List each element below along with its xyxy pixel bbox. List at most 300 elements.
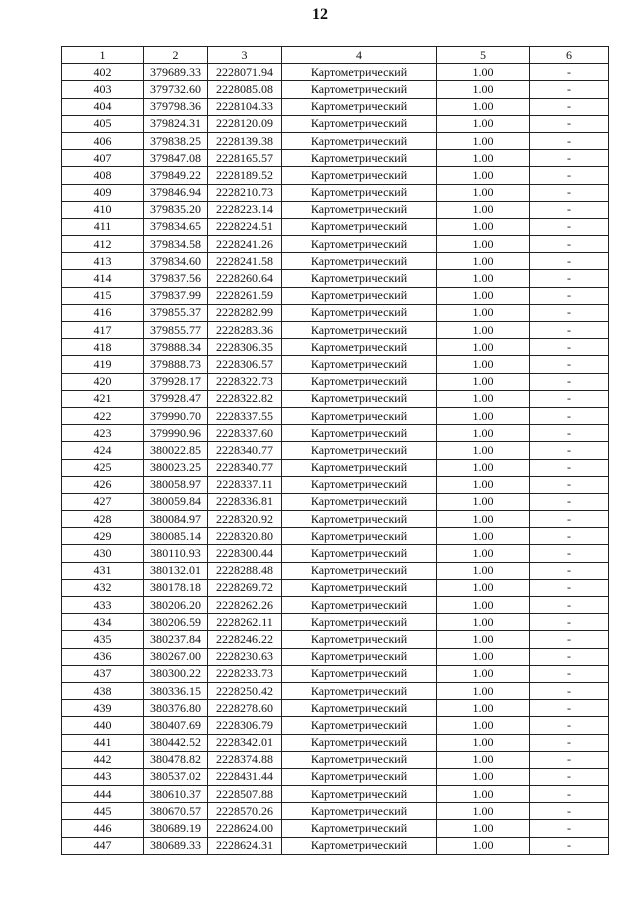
point-number-cell: 404 — [62, 98, 144, 115]
x-coordinate-cell: 380178.18 — [144, 579, 208, 596]
point-number-cell: 409 — [62, 184, 144, 201]
point-number-cell: 415 — [62, 287, 144, 304]
table-row — [62, 322, 609, 339]
note-cell: - — [530, 425, 609, 442]
table-row — [62, 407, 609, 424]
x-coordinate-cell: 380670.57 — [144, 803, 208, 820]
note-cell: - — [530, 493, 609, 510]
accuracy-cell: 1.00 — [437, 356, 530, 373]
x-coordinate-cell: 379846.94 — [144, 184, 208, 201]
accuracy-cell: 1.00 — [437, 253, 530, 270]
note-cell: - — [530, 734, 609, 751]
point-number-cell: 407 — [62, 150, 144, 167]
table-row — [62, 459, 609, 476]
y-coordinate-cell: 2228624.00 — [208, 820, 282, 837]
y-coordinate-cell: 2228570.26 — [208, 803, 282, 820]
y-coordinate-cell: 2228306.35 — [208, 339, 282, 356]
point-number-cell: 434 — [62, 614, 144, 631]
note-cell: - — [530, 132, 609, 149]
method-cell: Картометрический — [282, 425, 437, 442]
y-coordinate-cell: 2228085.08 — [208, 81, 282, 98]
x-coordinate-cell: 380084.97 — [144, 511, 208, 528]
method-cell: Картометрический — [282, 287, 437, 304]
x-coordinate-cell: 379834.60 — [144, 253, 208, 270]
note-cell: - — [530, 201, 609, 218]
note-cell: - — [530, 390, 609, 407]
accuracy-cell: 1.00 — [437, 648, 530, 665]
method-cell: Картометрический — [282, 682, 437, 699]
x-coordinate-cell: 380022.85 — [144, 442, 208, 459]
method-cell: Картометрический — [282, 150, 437, 167]
method-cell: Картометрический — [282, 820, 437, 837]
note-cell: - — [530, 528, 609, 545]
point-number-cell: 440 — [62, 717, 144, 734]
point-number-cell: 431 — [62, 562, 144, 579]
table-row — [62, 579, 609, 596]
y-coordinate-cell: 2228337.55 — [208, 407, 282, 424]
note-cell: - — [530, 545, 609, 562]
y-coordinate-cell: 2228241.26 — [208, 236, 282, 253]
table-row — [62, 682, 609, 699]
y-coordinate-cell: 2228250.42 — [208, 682, 282, 699]
table-row — [62, 665, 609, 682]
y-coordinate-cell: 2228230.63 — [208, 648, 282, 665]
point-number-cell: 446 — [62, 820, 144, 837]
x-coordinate-cell: 379855.37 — [144, 304, 208, 321]
accuracy-cell: 1.00 — [437, 150, 530, 167]
method-cell: Картометрический — [282, 493, 437, 510]
y-coordinate-cell: 2228282.99 — [208, 304, 282, 321]
point-number-cell: 414 — [62, 270, 144, 287]
table-row — [62, 493, 609, 510]
point-number-cell: 433 — [62, 597, 144, 614]
method-cell: Картометрический — [282, 562, 437, 579]
note-cell: - — [530, 768, 609, 785]
note-cell: - — [530, 682, 609, 699]
point-number-cell: 424 — [62, 442, 144, 459]
table-row — [62, 786, 609, 803]
column-header-1: 1 — [62, 47, 144, 64]
point-number-cell: 410 — [62, 201, 144, 218]
note-cell: - — [530, 150, 609, 167]
note-cell: - — [530, 837, 609, 854]
x-coordinate-cell: 380206.59 — [144, 614, 208, 631]
y-coordinate-cell: 2228322.73 — [208, 373, 282, 390]
x-coordinate-cell: 380478.82 — [144, 751, 208, 768]
y-coordinate-cell: 2228320.92 — [208, 511, 282, 528]
point-number-cell: 447 — [62, 837, 144, 854]
x-coordinate-cell: 380689.33 — [144, 837, 208, 854]
method-cell: Картометрический — [282, 184, 437, 201]
x-coordinate-cell: 380023.25 — [144, 459, 208, 476]
x-coordinate-cell: 379824.31 — [144, 115, 208, 132]
y-coordinate-cell: 2228283.36 — [208, 322, 282, 339]
y-coordinate-cell: 2228260.64 — [208, 270, 282, 287]
accuracy-cell: 1.00 — [437, 270, 530, 287]
method-cell: Картометрический — [282, 751, 437, 768]
y-coordinate-cell: 2228306.57 — [208, 356, 282, 373]
table-row — [62, 545, 609, 562]
accuracy-cell: 1.00 — [437, 64, 530, 81]
accuracy-cell: 1.00 — [437, 751, 530, 768]
method-cell: Картометрический — [282, 64, 437, 81]
note-cell: - — [530, 786, 609, 803]
y-coordinate-cell: 2228624.31 — [208, 837, 282, 854]
note-cell: - — [530, 442, 609, 459]
point-number-cell: 437 — [62, 665, 144, 682]
table-body — [62, 64, 609, 855]
table-row — [62, 648, 609, 665]
table-row — [62, 562, 609, 579]
y-coordinate-cell: 2228342.01 — [208, 734, 282, 751]
note-cell: - — [530, 631, 609, 648]
method-cell: Картометрический — [282, 511, 437, 528]
table-row — [62, 218, 609, 235]
note-cell: - — [530, 700, 609, 717]
y-coordinate-cell: 2228278.60 — [208, 700, 282, 717]
method-cell: Картометрический — [282, 597, 437, 614]
accuracy-cell: 1.00 — [437, 682, 530, 699]
x-coordinate-cell: 380336.15 — [144, 682, 208, 699]
x-coordinate-cell: 379849.22 — [144, 167, 208, 184]
point-number-cell: 425 — [62, 459, 144, 476]
table-row — [62, 476, 609, 493]
y-coordinate-cell: 2228507.88 — [208, 786, 282, 803]
accuracy-cell: 1.00 — [437, 459, 530, 476]
table-row — [62, 751, 609, 768]
point-number-cell: 412 — [62, 236, 144, 253]
y-coordinate-cell: 2228241.58 — [208, 253, 282, 270]
note-cell: - — [530, 98, 609, 115]
point-number-cell: 418 — [62, 339, 144, 356]
point-number-cell: 419 — [62, 356, 144, 373]
table-row — [62, 132, 609, 149]
y-coordinate-cell: 2228261.59 — [208, 287, 282, 304]
table-row — [62, 98, 609, 115]
accuracy-cell: 1.00 — [437, 390, 530, 407]
accuracy-cell: 1.00 — [437, 665, 530, 682]
method-cell: Картометрический — [282, 339, 437, 356]
method-cell: Картометрический — [282, 459, 437, 476]
note-cell: - — [530, 803, 609, 820]
point-number-cell: 432 — [62, 579, 144, 596]
accuracy-cell: 1.00 — [437, 579, 530, 596]
table-row — [62, 304, 609, 321]
table-row — [62, 373, 609, 390]
note-cell: - — [530, 476, 609, 493]
x-coordinate-cell: 380407.69 — [144, 717, 208, 734]
note-cell: - — [530, 270, 609, 287]
accuracy-cell: 1.00 — [437, 803, 530, 820]
accuracy-cell: 1.00 — [437, 631, 530, 648]
table-row — [62, 270, 609, 287]
y-coordinate-cell: 2228269.72 — [208, 579, 282, 596]
x-coordinate-cell: 380110.93 — [144, 545, 208, 562]
point-number-cell: 417 — [62, 322, 144, 339]
point-number-cell: 430 — [62, 545, 144, 562]
table-row — [62, 253, 609, 270]
x-coordinate-cell: 379834.58 — [144, 236, 208, 253]
point-number-cell: 442 — [62, 751, 144, 768]
x-coordinate-cell: 380206.20 — [144, 597, 208, 614]
table-row — [62, 614, 609, 631]
accuracy-cell: 1.00 — [437, 837, 530, 854]
table-row — [62, 236, 609, 253]
accuracy-cell: 1.00 — [437, 115, 530, 132]
method-cell: Картометрический — [282, 648, 437, 665]
note-cell: - — [530, 373, 609, 390]
point-number-cell: 439 — [62, 700, 144, 717]
x-coordinate-cell: 380058.97 — [144, 476, 208, 493]
note-cell: - — [530, 322, 609, 339]
table-row — [62, 597, 609, 614]
y-coordinate-cell: 2228210.73 — [208, 184, 282, 201]
method-cell: Картометрический — [282, 717, 437, 734]
point-number-cell: 426 — [62, 476, 144, 493]
accuracy-cell: 1.00 — [437, 425, 530, 442]
table-row — [62, 390, 609, 407]
method-cell: Картометрический — [282, 356, 437, 373]
note-cell: - — [530, 64, 609, 81]
x-coordinate-cell: 379732.60 — [144, 81, 208, 98]
y-coordinate-cell: 2228336.81 — [208, 493, 282, 510]
table-row — [62, 442, 609, 459]
method-cell: Картометрический — [282, 373, 437, 390]
note-cell: - — [530, 648, 609, 665]
method-cell: Картометрический — [282, 837, 437, 854]
point-number-cell: 411 — [62, 218, 144, 235]
point-number-cell: 416 — [62, 304, 144, 321]
accuracy-cell: 1.00 — [437, 768, 530, 785]
point-number-cell: 406 — [62, 132, 144, 149]
accuracy-cell: 1.00 — [437, 287, 530, 304]
y-coordinate-cell: 2228246.22 — [208, 631, 282, 648]
table-row — [62, 201, 609, 218]
note-cell: - — [530, 81, 609, 98]
note-cell: - — [530, 253, 609, 270]
accuracy-cell: 1.00 — [437, 184, 530, 201]
method-cell: Картометрический — [282, 253, 437, 270]
method-cell: Картометрический — [282, 614, 437, 631]
method-cell: Картометрический — [282, 786, 437, 803]
y-coordinate-cell: 2228189.52 — [208, 167, 282, 184]
x-coordinate-cell: 380376.80 — [144, 700, 208, 717]
method-cell: Картометрический — [282, 631, 437, 648]
point-number-cell: 422 — [62, 407, 144, 424]
column-header-2: 2 — [144, 47, 208, 64]
table-row — [62, 339, 609, 356]
method-cell: Картометрический — [282, 579, 437, 596]
table-row — [62, 528, 609, 545]
method-cell: Картометрический — [282, 803, 437, 820]
note-cell: - — [530, 356, 609, 373]
accuracy-cell: 1.00 — [437, 81, 530, 98]
point-number-cell: 408 — [62, 167, 144, 184]
y-coordinate-cell: 2228340.77 — [208, 442, 282, 459]
x-coordinate-cell: 379888.73 — [144, 356, 208, 373]
y-coordinate-cell: 2228337.60 — [208, 425, 282, 442]
accuracy-cell: 1.00 — [437, 322, 530, 339]
method-cell: Картометрический — [282, 442, 437, 459]
column-header-4: 4 — [282, 47, 437, 64]
header-row — [62, 47, 609, 64]
point-number-cell: 420 — [62, 373, 144, 390]
accuracy-cell: 1.00 — [437, 545, 530, 562]
y-coordinate-cell: 2228337.11 — [208, 476, 282, 493]
table-row — [62, 837, 609, 854]
table-header — [62, 47, 609, 64]
x-coordinate-cell: 379835.20 — [144, 201, 208, 218]
point-number-cell: 438 — [62, 682, 144, 699]
accuracy-cell: 1.00 — [437, 218, 530, 235]
note-cell: - — [530, 717, 609, 734]
y-coordinate-cell: 2228288.48 — [208, 562, 282, 579]
note-cell: - — [530, 218, 609, 235]
method-cell: Картометрический — [282, 545, 437, 562]
accuracy-cell: 1.00 — [437, 167, 530, 184]
x-coordinate-cell: 380300.22 — [144, 665, 208, 682]
y-coordinate-cell: 2228322.82 — [208, 390, 282, 407]
x-coordinate-cell: 380537.02 — [144, 768, 208, 785]
point-number-cell: 405 — [62, 115, 144, 132]
accuracy-cell: 1.00 — [437, 407, 530, 424]
point-number-cell: 421 — [62, 390, 144, 407]
y-coordinate-cell: 2228104.33 — [208, 98, 282, 115]
accuracy-cell: 1.00 — [437, 98, 530, 115]
y-coordinate-cell: 2228223.14 — [208, 201, 282, 218]
note-cell: - — [530, 614, 609, 631]
x-coordinate-cell: 379798.36 — [144, 98, 208, 115]
table-row — [62, 115, 609, 132]
x-coordinate-cell: 379834.65 — [144, 218, 208, 235]
note-cell: - — [530, 287, 609, 304]
column-header-3: 3 — [208, 47, 282, 64]
point-number-cell: 443 — [62, 768, 144, 785]
note-cell: - — [530, 579, 609, 596]
accuracy-cell: 1.00 — [437, 442, 530, 459]
table-row — [62, 356, 609, 373]
method-cell: Картометрический — [282, 270, 437, 287]
table-row — [62, 150, 609, 167]
note-cell: - — [530, 167, 609, 184]
accuracy-cell: 1.00 — [437, 700, 530, 717]
x-coordinate-cell: 380132.01 — [144, 562, 208, 579]
table-row — [62, 287, 609, 304]
page-number: 12 — [312, 6, 328, 23]
x-coordinate-cell: 379689.33 — [144, 64, 208, 81]
note-cell: - — [530, 511, 609, 528]
table-row — [62, 511, 609, 528]
accuracy-cell: 1.00 — [437, 476, 530, 493]
y-coordinate-cell: 2228320.80 — [208, 528, 282, 545]
note-cell: - — [530, 184, 609, 201]
method-cell: Картометрический — [282, 528, 437, 545]
y-coordinate-cell: 2228233.73 — [208, 665, 282, 682]
x-coordinate-cell: 379990.96 — [144, 425, 208, 442]
note-cell: - — [530, 597, 609, 614]
column-header-5: 5 — [437, 47, 530, 64]
point-number-cell: 423 — [62, 425, 144, 442]
point-number-cell: 403 — [62, 81, 144, 98]
note-cell: - — [530, 562, 609, 579]
y-coordinate-cell: 2228340.77 — [208, 459, 282, 476]
point-number-cell: 413 — [62, 253, 144, 270]
accuracy-cell: 1.00 — [437, 339, 530, 356]
method-cell: Картометрический — [282, 218, 437, 235]
y-coordinate-cell: 2228262.26 — [208, 597, 282, 614]
coordinates-table — [61, 46, 609, 855]
accuracy-cell: 1.00 — [437, 597, 530, 614]
table-row — [62, 64, 609, 81]
x-coordinate-cell: 380059.84 — [144, 493, 208, 510]
point-number-cell: 436 — [62, 648, 144, 665]
x-coordinate-cell: 379928.17 — [144, 373, 208, 390]
table-row — [62, 768, 609, 785]
x-coordinate-cell: 380442.52 — [144, 734, 208, 751]
x-coordinate-cell: 379888.34 — [144, 339, 208, 356]
method-cell: Картометрический — [282, 115, 437, 132]
method-cell: Картометрический — [282, 132, 437, 149]
table-row — [62, 81, 609, 98]
point-number-cell: 441 — [62, 734, 144, 751]
method-cell: Картометрический — [282, 236, 437, 253]
y-coordinate-cell: 2228071.94 — [208, 64, 282, 81]
method-cell: Картометрический — [282, 700, 437, 717]
point-number-cell: 445 — [62, 803, 144, 820]
method-cell: Картометрический — [282, 407, 437, 424]
method-cell: Картометрический — [282, 167, 437, 184]
accuracy-cell: 1.00 — [437, 528, 530, 545]
y-coordinate-cell: 2228120.09 — [208, 115, 282, 132]
note-cell: - — [530, 115, 609, 132]
x-coordinate-cell: 380237.84 — [144, 631, 208, 648]
method-cell: Картометрический — [282, 665, 437, 682]
point-number-cell: 428 — [62, 511, 144, 528]
y-coordinate-cell: 2228224.51 — [208, 218, 282, 235]
x-coordinate-cell: 379837.99 — [144, 287, 208, 304]
point-number-cell: 429 — [62, 528, 144, 545]
x-coordinate-cell: 379837.56 — [144, 270, 208, 287]
y-coordinate-cell: 2228300.44 — [208, 545, 282, 562]
accuracy-cell: 1.00 — [437, 236, 530, 253]
x-coordinate-cell: 380085.14 — [144, 528, 208, 545]
table-row — [62, 700, 609, 717]
point-number-cell: 427 — [62, 493, 144, 510]
method-cell: Картометрический — [282, 476, 437, 493]
method-cell: Картометрический — [282, 98, 437, 115]
table-row — [62, 820, 609, 837]
note-cell: - — [530, 751, 609, 768]
method-cell: Картометрический — [282, 734, 437, 751]
note-cell: - — [530, 459, 609, 476]
x-coordinate-cell: 380610.37 — [144, 786, 208, 803]
method-cell: Картометрический — [282, 322, 437, 339]
note-cell: - — [530, 236, 609, 253]
x-coordinate-cell: 379847.08 — [144, 150, 208, 167]
y-coordinate-cell: 2228262.11 — [208, 614, 282, 631]
y-coordinate-cell: 2228306.79 — [208, 717, 282, 734]
note-cell: - — [530, 820, 609, 837]
y-coordinate-cell: 2228139.38 — [208, 132, 282, 149]
accuracy-cell: 1.00 — [437, 734, 530, 751]
accuracy-cell: 1.00 — [437, 201, 530, 218]
accuracy-cell: 1.00 — [437, 493, 530, 510]
table-row — [62, 717, 609, 734]
accuracy-cell: 1.00 — [437, 614, 530, 631]
table-row — [62, 734, 609, 751]
accuracy-cell: 1.00 — [437, 511, 530, 528]
y-coordinate-cell: 2228374.88 — [208, 751, 282, 768]
